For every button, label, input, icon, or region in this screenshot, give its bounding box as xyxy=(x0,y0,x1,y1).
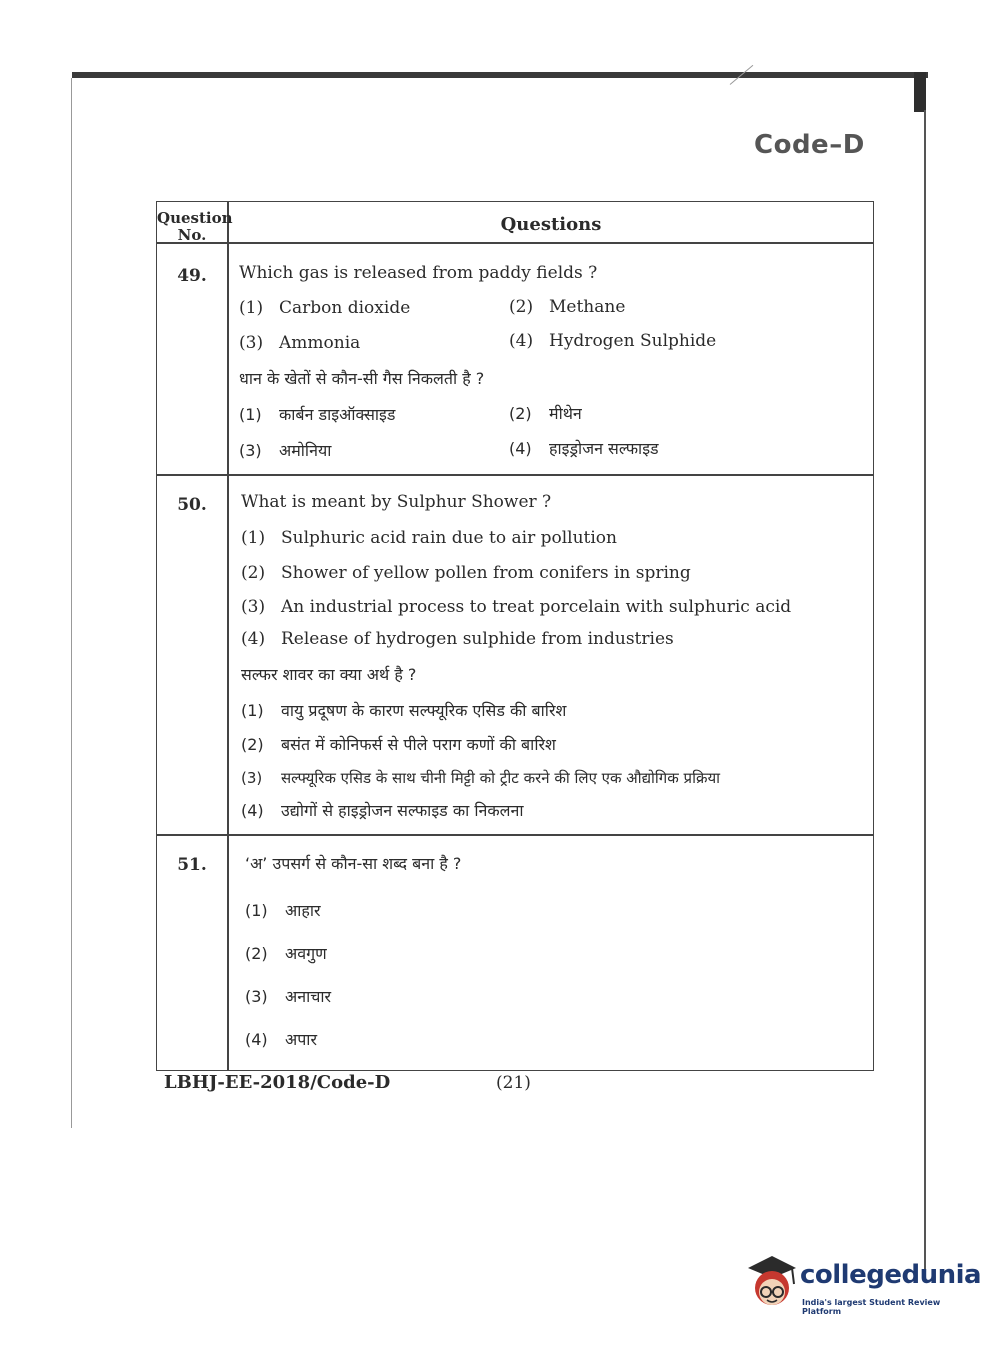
option-1-en: (1) Sulphuric acid rain due to air pollution xyxy=(241,528,617,548)
footer-page-number: (21) xyxy=(496,1073,531,1093)
option-2-hi: (2) अवगुण xyxy=(245,944,327,963)
option-2-en: (2) Shower of yellow pollen from conifers in spring xyxy=(241,563,691,583)
question-text-hi: सल्फर शावर का क्या अर्थ है ? xyxy=(241,665,417,684)
header-divider xyxy=(157,242,873,244)
option-2-en: (2) Methane xyxy=(509,297,626,317)
question-number: 49. xyxy=(177,266,207,286)
scan-edge-right xyxy=(914,72,926,112)
logo-tagline: India's largest Student Review Platform xyxy=(802,1298,941,1316)
option-1-hi: (1) कार्बन डाइऑक्साइड xyxy=(239,405,396,424)
question-text-hi: धान के खेतों से कौन-सी गैस निकलती है ? xyxy=(239,369,485,388)
question-text-en: What is meant by Sulphur Shower ? xyxy=(241,492,552,512)
option-4-hi: (4) हाइड्रोजन सल्फाइड xyxy=(509,439,659,458)
option-4-en: (4) Hydrogen Sulphide xyxy=(509,331,717,351)
row-divider xyxy=(157,834,873,836)
column-divider xyxy=(227,202,229,1070)
scan-edge-left-line xyxy=(71,78,72,1128)
scan-edge-top xyxy=(72,72,928,78)
option-3-hi: (3) अनाचार xyxy=(245,987,332,1006)
option-2-hi: (2) बसंत में कोनिफर्स से पीले पराग कणों की बारिश xyxy=(241,735,556,754)
header-questions: Questions xyxy=(500,214,602,235)
question-table xyxy=(156,201,874,1071)
header-question-no: Question No. xyxy=(157,209,233,244)
question-number: 50. xyxy=(177,495,207,515)
option-3-hi: (3) अमोनिया xyxy=(239,441,332,460)
logo-name: collegedunia xyxy=(800,1260,982,1290)
option-1-en: (1) Carbon dioxide xyxy=(239,298,411,318)
option-2-hi: (2) मीथेन xyxy=(509,404,582,423)
option-4-en: (4) Release of hydrogen sulphide from industries xyxy=(241,629,674,649)
question-number: 51. xyxy=(177,855,207,875)
footer-paper-code: LBHJ-EE-2018/Code-D xyxy=(164,1072,391,1093)
question-text-hi: ‘अ’ उपसर्ग से कौन-सा शब्द बना है ? xyxy=(245,854,462,873)
option-1-hi: (1) वायु प्रदूषण के कारण सल्फ्यूरिक एसिड की बारिश xyxy=(241,701,567,720)
option-3-hi: (3) सल्फ्यूरिक एसिड के साथ चीनी मिट्टी को ट्रीट करने की लिए एक औद्योगिक प्रक्रिया xyxy=(241,769,721,787)
mascot-icon xyxy=(742,1250,802,1314)
option-1-hi: (1) आहार xyxy=(245,901,321,920)
option-4-hi: (4) उद्योगों से हाइड्रोजन सल्फाइड का निकलना xyxy=(241,801,524,820)
collegedunia-logo xyxy=(742,1250,982,1320)
option-3-en: (3) Ammonia xyxy=(239,333,361,353)
page-code-title: Code–D xyxy=(754,130,865,160)
scan-edge-right-line xyxy=(924,110,926,1270)
question-text-en: Which gas is released from paddy fields ? xyxy=(239,263,598,283)
option-4-hi: (4) अपार xyxy=(245,1030,318,1049)
row-divider xyxy=(157,474,873,476)
option-3-en: (3) An industrial process to treat porcelain with sulphuric acid xyxy=(241,597,792,617)
